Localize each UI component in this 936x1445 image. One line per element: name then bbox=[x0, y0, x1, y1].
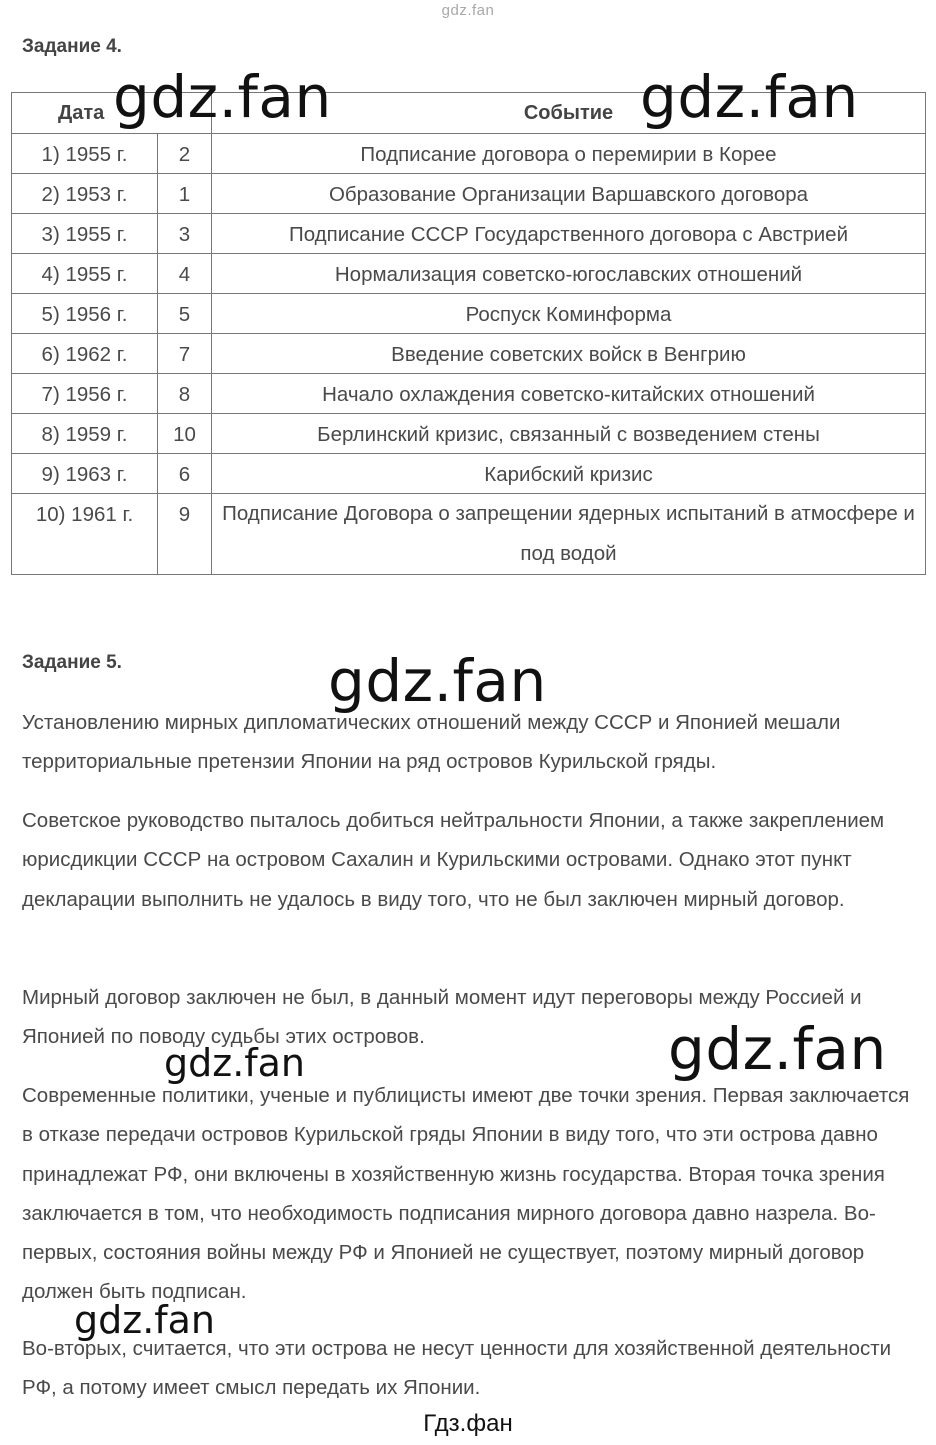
row-event: Нормализация советско-югославских отношений bbox=[212, 254, 926, 294]
table-row bbox=[12, 254, 926, 294]
paragraph: Установлению мирных дипломатических отношений между СССР и Японией мешали территориальные претензии Японии на ряд островов Курильской гряды. bbox=[22, 711, 841, 774]
row-number: 1 bbox=[158, 174, 212, 214]
row-event: Берлинский кризис, связанный с возведением стены bbox=[212, 414, 926, 454]
row-event: Образование Организации Варшавского договора bbox=[212, 174, 926, 214]
row-number: 3 bbox=[158, 214, 212, 254]
row-date: 7) 1956 г. bbox=[12, 374, 158, 414]
row-number: 9 bbox=[158, 494, 212, 575]
row-event: Введение советских войск в Венгрию bbox=[212, 334, 926, 374]
row-number: 4 bbox=[158, 254, 212, 294]
table-row bbox=[12, 134, 926, 174]
table-row bbox=[12, 174, 926, 214]
row-date: 10) 1961 г. bbox=[12, 494, 158, 575]
watermark: gdz.fan bbox=[74, 1298, 216, 1342]
row-number: 5 bbox=[158, 294, 212, 334]
row-date: 2) 1953 г. bbox=[12, 174, 158, 214]
header-date: Дата bbox=[12, 93, 212, 134]
watermark: gdz.fan bbox=[164, 1041, 306, 1085]
events-table bbox=[11, 92, 926, 575]
paragraph: Советское руководство пыталось добиться нейтральности Японии, а также закреплением юрисдикции СССР на островом Сахалин и Курильскими островами. Однако этот пункт декларации выполнить не удалось в виду того, что не был заключен мирный договор. bbox=[22, 809, 885, 911]
row-number: 10 bbox=[158, 414, 212, 454]
watermark: gdz.fan bbox=[328, 647, 547, 715]
top-watermark: gdz.fan bbox=[441, 2, 495, 19]
watermark: gdz.fan bbox=[640, 63, 859, 131]
row-event: Подписание Договора о запрещении ядерных испытаний в атмосфере и под водой bbox=[212, 494, 926, 575]
row-event: Роспуск Коминформа bbox=[212, 294, 926, 334]
paragraph: Во-вторых, считается, что эти острова не несут ценности для хозяйственной деятельности РФ, а потому имеет смысл передать их Японии. bbox=[22, 1337, 892, 1400]
paragraph: Мирный договор заключен не был, в данный момент идут переговоры между Россией и Японией по поводу судьбы этих островов. bbox=[22, 986, 862, 1049]
row-event: Карибский кризис bbox=[212, 454, 926, 494]
table-row bbox=[12, 494, 926, 575]
row-number: 8 bbox=[158, 374, 212, 414]
header-event: Событие bbox=[212, 93, 926, 134]
row-date: 1) 1955 г. bbox=[12, 134, 158, 174]
footer-watermark: Гдз.фан bbox=[423, 1410, 513, 1437]
table-row bbox=[12, 454, 926, 494]
paragraph: Современные политики, ученые и публицисты имеют две точки зрения. Первая заключается в отказе передачи островов Курильской гряды Японии в виду того, что эти острова давно принадлежат РФ, они включены в хозяйственную жизнь государства. Вторая точка зрения заключается в том, что необходимость подписания мирного договора давно назрела. Во-первых, состояния войны между РФ и Японией не существует, поэтому мирный договор должен быть подписан. bbox=[22, 1084, 910, 1304]
row-date: 4) 1955 г. bbox=[12, 254, 158, 294]
row-event: Начало охлаждения советско-китайских отношений bbox=[212, 374, 926, 414]
row-number: 6 bbox=[158, 454, 212, 494]
row-date: 8) 1959 г. bbox=[12, 414, 158, 454]
row-date: 3) 1955 г. bbox=[12, 214, 158, 254]
row-event: Подписание договора о перемирии в Корее bbox=[212, 134, 926, 174]
watermark: gdz.fan bbox=[668, 1015, 887, 1083]
table-row bbox=[12, 334, 926, 374]
row-event: Подписание СССР Государственного договора с Австрией bbox=[212, 214, 926, 254]
row-date: 6) 1962 г. bbox=[12, 334, 158, 374]
row-date: 5) 1956 г. bbox=[12, 294, 158, 334]
table-row bbox=[12, 374, 926, 414]
table-row bbox=[12, 214, 926, 254]
row-date: 9) 1963 г. bbox=[12, 454, 158, 494]
task5-heading: Задание 5. bbox=[22, 652, 122, 673]
table-row bbox=[12, 414, 926, 454]
row-number: 2 bbox=[158, 134, 212, 174]
watermark: gdz.fan bbox=[113, 63, 332, 131]
table-row bbox=[12, 294, 926, 334]
row-number: 7 bbox=[158, 334, 212, 374]
task4-heading: Задание 4. bbox=[22, 36, 122, 57]
